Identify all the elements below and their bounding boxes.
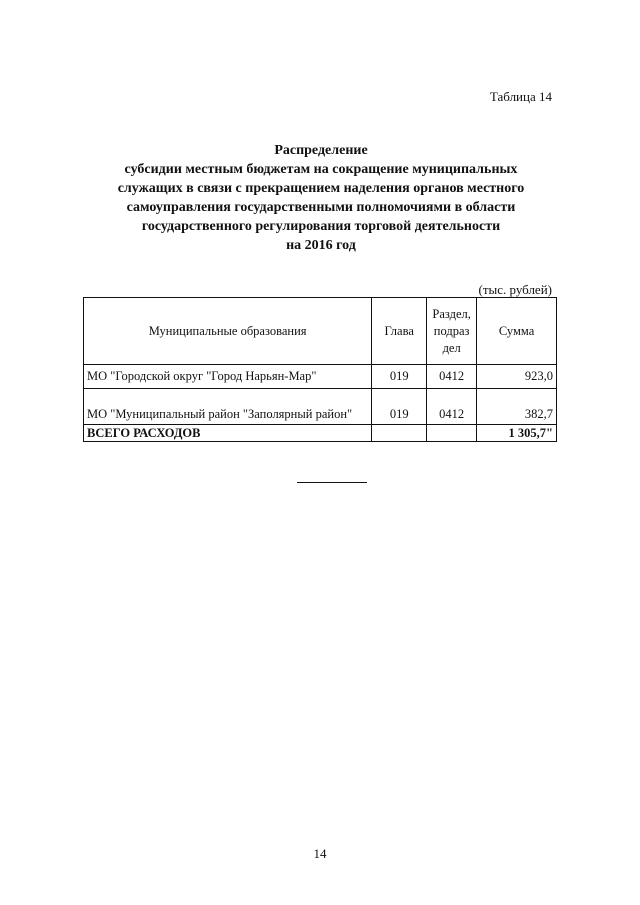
header-chapter: Глава <box>372 298 427 365</box>
title-line-4: самоуправления государственными полномочиями в области <box>126 200 516 215</box>
total-sum: 1 305,7" <box>477 425 557 442</box>
table-header-row <box>84 298 557 365</box>
cell-municipality: МО "Муниципальный район "Заполярный район" <box>84 389 372 425</box>
title-line-5: государственного регулирования торговой деятельности <box>141 219 501 234</box>
cell-municipality: МО "Городской округ "Город Нарьян-Мар" <box>84 365 372 389</box>
header-municipality: Муниципальные образования <box>84 298 372 365</box>
total-section-empty <box>427 425 477 442</box>
cell-sum: 382,7 <box>477 389 557 425</box>
header-section <box>427 298 477 365</box>
cell-section: 0412 <box>427 365 477 389</box>
title-line-1: Распределение <box>274 143 368 158</box>
cell-chapter: 019 <box>372 389 427 425</box>
cell-chapter: 019 <box>372 365 427 389</box>
table-row <box>84 389 557 425</box>
cell-section: 0412 <box>427 389 477 425</box>
cell-sum: 923,0 <box>477 365 557 389</box>
title-line-3: служащих в связи с прекращением наделения органов местного <box>117 181 525 196</box>
subsidy-table <box>83 297 557 442</box>
header-sum: Сумма <box>477 298 557 365</box>
total-chapter-empty <box>372 425 427 442</box>
title-line-2: субсидии местным бюджетам на сокращение муниципальных <box>124 162 518 177</box>
total-row <box>84 425 557 442</box>
table-row <box>84 365 557 389</box>
title-line-6: на 2016 год <box>286 238 356 253</box>
total-label: ВСЕГО РАСХОДОВ <box>84 425 372 442</box>
document-title <box>88 141 554 255</box>
table-label: Таблица 14 <box>489 89 552 104</box>
header-section-line-2: подраз <box>433 323 470 338</box>
page-number: 14 <box>313 846 327 861</box>
units-label: (тыс. рублей) <box>478 282 552 297</box>
header-section-line-1: Раздел, <box>432 306 471 321</box>
header-section-line-3: дел <box>442 340 461 355</box>
separator-line <box>297 482 367 483</box>
